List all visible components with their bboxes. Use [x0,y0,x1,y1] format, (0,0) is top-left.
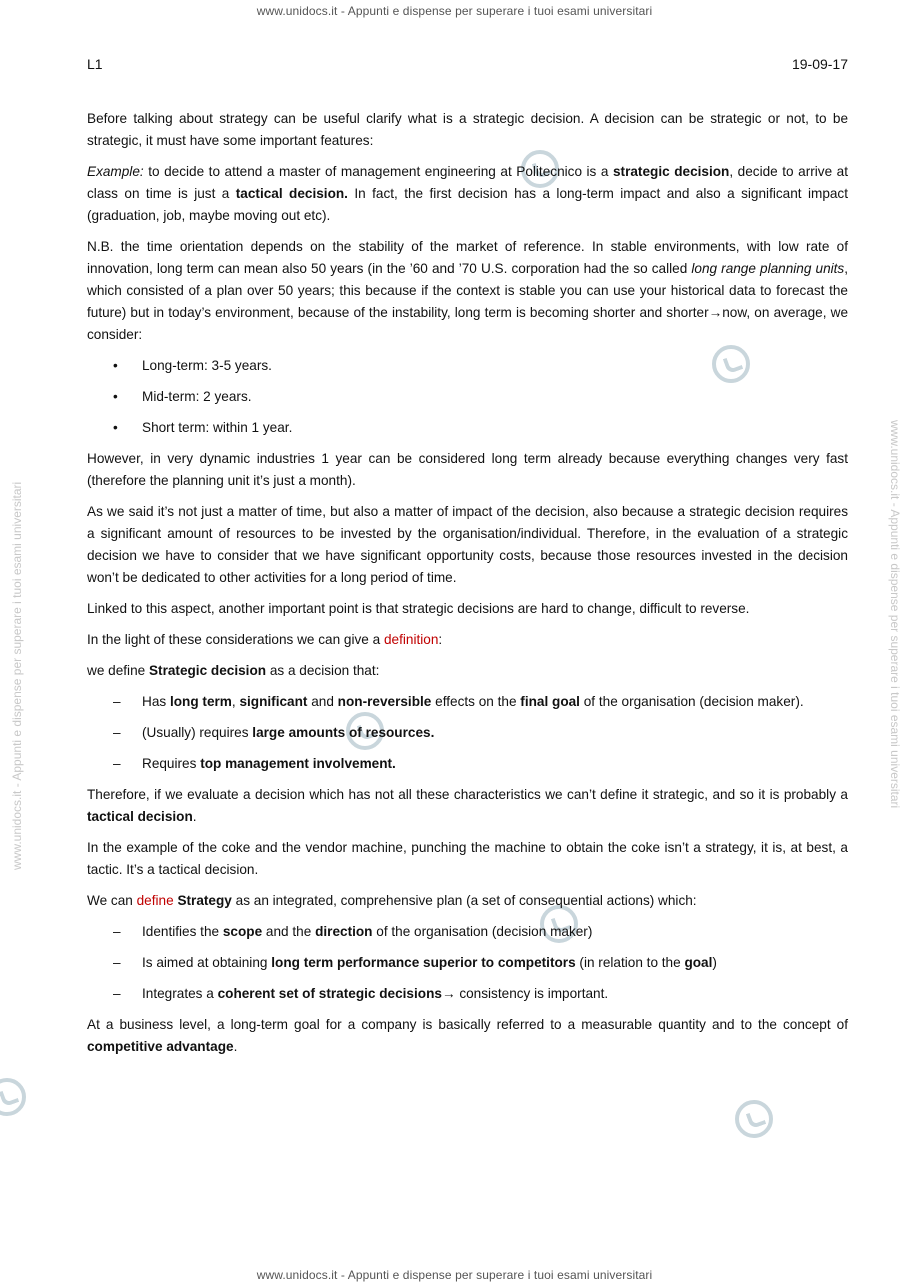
list-item: – Has long term, significant and non-reversible effects on the final goal of the organisation (decision maker). [113,694,804,709]
paragraph: In the example of the coke and the vendor machine, punching the machine to obtain the coke isn’t a strategy, it is, at best, a tactic. It’s a tactical decision. [87,840,848,877]
list-item: – Integrates a coherent set of strategic decisions→ consistency is important. [113,986,609,1001]
watermark-logo-icon [735,1100,773,1138]
paragraph: We can define Strategy as an integrated, comprehensive plan (a set of consequential actions) which: [87,893,697,908]
paragraph: At a business level, a long-term goal for a company is basically referred to a measurable quantity and to the concept of competitive advantage. [87,1017,848,1054]
watermark-side-right: www.unidocs.it - Appunti e dispense per superare i tuoi esami universitari [888,420,902,809]
watermark-bottom: www.unidocs.it - Appunti e dispense per superare i tuoi esami universitari [256,1268,653,1282]
header-date: 19-09-17 [791,56,848,72]
paragraph: we define Strategic decision as a decision that: [87,663,380,678]
paragraph: In the light of these considerations we can give a definition: [87,632,443,647]
paragraph: Linked to this aspect, another important point is that strategic decisions are hard to change, difficult to reverse. [87,601,750,616]
document-body [87,108,848,1067]
list-item: – Requires top management involvement. [113,756,396,771]
paragraph: Before talking about strategy can be useful clarify what is a strategic decision. A decision can be strategic or not, to be strategic, it must have some important features: [87,111,848,148]
watermark-side-left: www.unidocs.it - Appunti e dispense per superare i tuoi esami universitari [10,481,24,870]
paragraph: N.B. the time orientation depends on the stability of the market of reference. In stable environments, with low rate of innovation, long term can mean also 50 years (in the ’60 and ’70 U.S. corporation had the so called long range planning units, which consisted of a plan over 50 years; this because if the context is stable you can use your historical data to forecast the future) but in today’s environment, because of the instability, long term is becoming shorter and shorter→now, on average, we consider: [87,239,848,342]
strategy-definition-list [87,921,848,1005]
list-item: • Long-term: 3-5 years. [113,358,272,373]
paragraph: Example: to decide to attend a master of management engineering at Politecnico is a strategic decision, decide to arrive at class on time is just a tactical decision. In fact, the first decision has a long-term impact and also a significant impact (graduation, job, maybe moving out etc). [87,164,849,223]
paragraph: Therefore, if we evaluate a decision which has not all these characteristics we can’t define it strategic, and so it is probably a tactical decision. [87,787,848,824]
list-item: – Identifies the scope and the direction of the organisation (decision maker) [113,924,593,939]
time-horizon-list [87,355,848,439]
watermark-logo-icon [0,1078,26,1116]
paragraph: As we said it’s not just a matter of time, but also a matter of impact of the decision, also because a strategic decision requires a significant amount of resources to be invested by the organisation/individual. Therefore, in the evaluation of a strategic decision we have to consider that we have significant opportunity costs, because those resources invested in the decision won’t be dedicated to other activities for a long period of time. [87,504,848,585]
watermark-top: www.unidocs.it - Appunti e dispense per superare i tuoi esami universitari [256,4,653,18]
list-item: – Is aimed at obtaining long term performance superior to competitors (in relation to the goal) [113,955,717,970]
list-item: – (Usually) requires large amounts of resources. [113,725,435,740]
list-item: • Mid-term: 2 years. [113,389,252,404]
strategic-decision-list [87,691,848,775]
list-item: • Short term: within 1 year. [113,420,293,435]
paragraph: However, in very dynamic industries 1 year can be considered long term already because everything changes very fast (therefore the planning unit it’s just a month). [87,451,848,488]
header-lecture-label: L1 [87,56,103,72]
